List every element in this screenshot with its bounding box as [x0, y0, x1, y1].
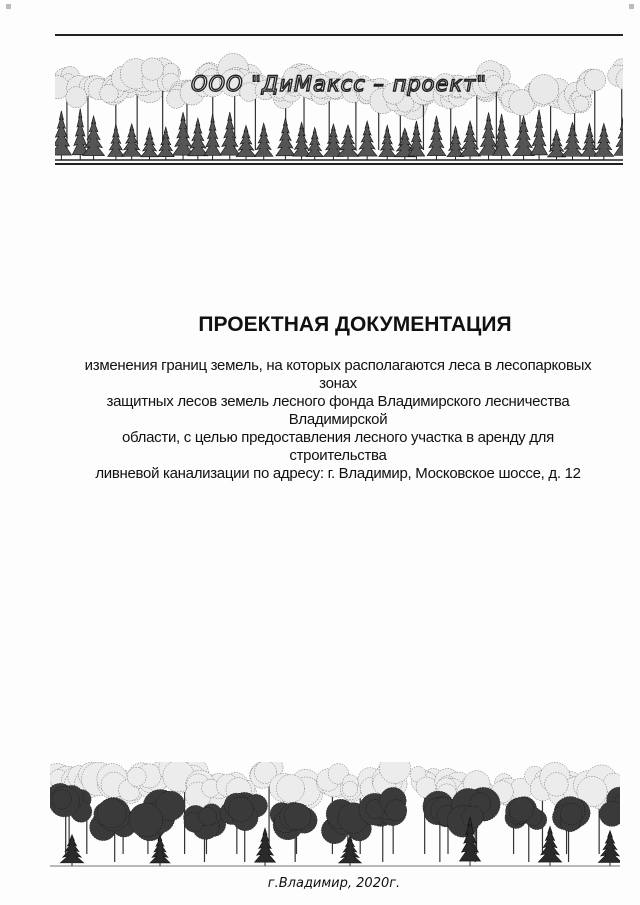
tree-crown: [199, 807, 217, 825]
tree-crown: [97, 799, 126, 828]
city-year: г.Владимир, 2020г.: [267, 876, 401, 891]
tree-crown: [342, 781, 357, 796]
fir-tree-icon: [493, 114, 511, 155]
subtitle-line: изменения границ земель, на которых располагаются леса в лесопарковых зонах: [84, 357, 592, 392]
fir-tree-icon: [255, 828, 276, 862]
fir-tree-icon: [513, 116, 535, 156]
scan-mark: [629, 4, 634, 9]
fir-tree-icon: [60, 835, 83, 863]
fir-tree-icon: [562, 123, 583, 157]
tree-crown: [52, 790, 71, 809]
fir-tree-icon: [254, 123, 273, 156]
forest-footer-icon: [50, 762, 620, 874]
fir-tree-icon: [531, 110, 548, 155]
fir-tree-icon: [157, 127, 174, 157]
tree-crown: [129, 803, 163, 837]
subtitle-line: области, с целью предоставления лесного участка в аренду для строительства: [122, 429, 554, 464]
fir-tree-icon: [188, 118, 208, 156]
header-banner: [55, 40, 623, 162]
fir-tree-icon: [122, 124, 142, 157]
fir-tree-icon: [538, 826, 561, 862]
fir-tree-icon: [379, 125, 396, 156]
fir-tree-icon: [447, 126, 464, 156]
forest-banner-icon: [55, 40, 623, 162]
footer-forest: [50, 762, 620, 874]
tree-crown: [276, 775, 304, 803]
fir-tree-icon: [276, 118, 295, 156]
fir-tree-icon: [141, 128, 158, 157]
fir-tree-icon: [236, 126, 256, 157]
tree-crown: [560, 803, 582, 825]
subtitle-line: защитных лесов земель лесного фонда Владимирского лесничества Владимирской: [106, 393, 570, 428]
fir-tree-icon: [108, 124, 124, 156]
tree-crown: [462, 806, 484, 828]
fir-tree-icon: [427, 116, 446, 156]
fir-tree-icon: [479, 112, 499, 155]
fir-tree-icon: [357, 121, 377, 156]
fir-tree-icon: [594, 123, 614, 156]
fir-tree-icon: [598, 831, 620, 863]
fir-tree-icon: [55, 111, 72, 155]
fir-tree-icon: [306, 127, 323, 156]
fir-tree-icon: [324, 124, 344, 156]
tree-crown: [573, 96, 589, 112]
company-name: ООО "ДиМаксс – проект": [191, 72, 487, 96]
fir-tree-icon: [72, 108, 88, 154]
subtitle-line: ливневой канализации по адресу: г. Владимир, Московское шоссе, д. 12: [95, 465, 581, 482]
top-rule: [55, 34, 623, 36]
banner-bottom-rule: [55, 163, 623, 165]
fir-tree-icon: [220, 112, 240, 155]
document-title: ПРОЕКТНАЯ ДОКУМЕНТАЦИЯ: [198, 313, 512, 336]
tree-crown: [127, 767, 146, 786]
tree-crown: [228, 797, 253, 822]
tree-crown: [386, 800, 407, 821]
document-subtitle: [78, 357, 598, 483]
scan-mark: [6, 4, 11, 9]
tree-crown: [545, 773, 568, 796]
fir-tree-icon: [173, 112, 194, 155]
tree-crown: [284, 803, 311, 830]
tree-crown: [509, 797, 533, 821]
fir-tree-icon: [204, 114, 221, 156]
